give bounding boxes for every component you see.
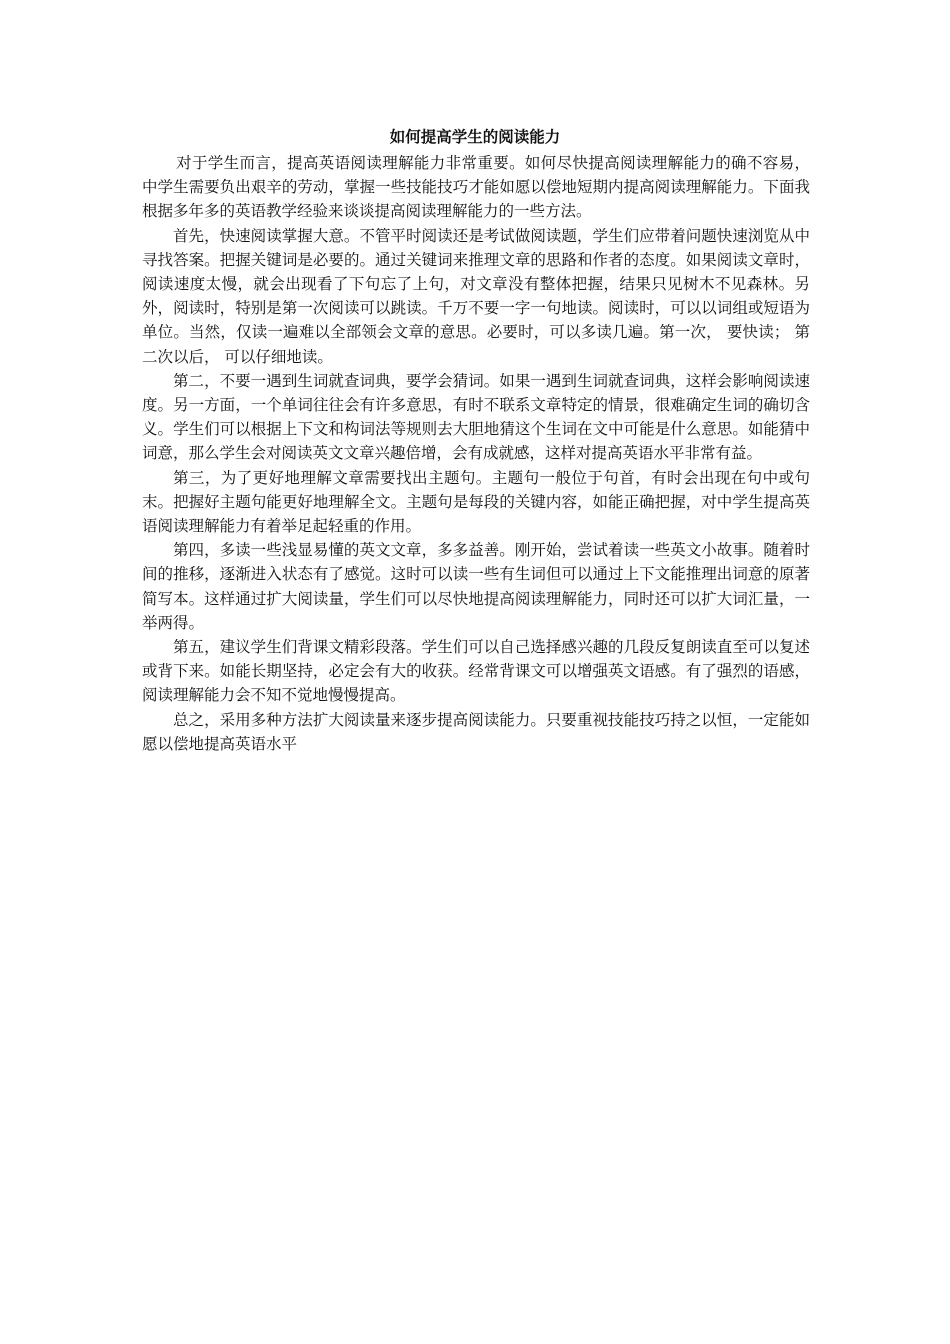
paragraph-fifth-point: 第五，建议学生们背课文精彩段落。学生们可以自己选择感兴趣的几段反复朗读直至可以复述或背下来。如能长期坚持，必定会有大的收获。经常背课文可以增强英文语感。有了强烈的语感，阅读理解能力会不知不觉地慢慢提高。: [142, 638, 810, 705]
paragraph-third-point: 第三，为了更好地理解文章需要找出主题句。主题句一般位于句首，有时会出现在句中或句末。把握好主题句能更好地理解全文。主题句是每段的关键内容，如能正确把握，对中学生提高英语阅读理解能力有着举足起轻重的作用。: [142, 468, 810, 536]
paragraph-first-point: 首先，快速阅读掌握大意。不管平时阅读还是考试做阅读题，学生们应带着问题快速浏览从中寻找答案。把握关键词是必要的。通过关键词来推理文章的思路和作者的态度。如果阅读文章时，阅读速度太慢，就会出现看了下句忘了上句，对文章没有整体把握，结果只见树木不见森林。另外，阅读时，特别是第一次阅读可以跳读。千万不要一字一句地读。阅读时，可以以词组或短语为单位。当然，仅读一遍难以全部领会文章的意思。必要时，可以多读几遍。第一次， 要快读； 第二次以后， 可以仔细地读。: [142, 226, 810, 366]
paragraph-intro: 对于学生而言，提高英语阅读理解能力非常重要。如何尽快提高阅读理解能力的确不容易，中学生需要负出艰辛的劳动，掌握一些技能技巧才能如愿以偿地短期内提高阅读理解能力。下面我根据多年多的英语教学经验来谈谈提高阅读理解能力的一些方法。: [142, 154, 810, 221]
paragraph-second-point: 第二，不要一遇到生词就查词典，要学会猜词。如果一遇到生词就查词典，这样会影响阅读速度。另一方面，一个单词往往会有许多意思，有时不联系文章特定的情景，很难确定生词的确切含义。学生们可以根据上下文和构词法等规则去大胆地猜这个生词在文中可能是什么意思。如能猜中词意，那么学生会对阅读英文文章兴趣倍增，会有成就感，这样对提高英语水平非常有益。: [142, 371, 810, 463]
document-title: 如何提高学生的阅读能力: [389, 128, 561, 146]
paragraph-conclusion: 总之，采用多种方法扩大阅读量来逐步提高阅读能力。只要重视技能技巧持之以恒，一定能如愿以偿地提高英语水平: [142, 710, 810, 753]
paragraph-fourth-point: 第四，多读一些浅显易懂的英文文章，多多益善。刚开始，尝试着读一些英文小故事。随着时间的推移，逐渐进入状态有了感觉。这时可以读一些有生词但可以通过上下文能推理出词意的原著简写本。这样通过扩大阅读量，学生们可以尽快地提高阅读理解能力，同时还可以扩大词汇量，一举两得。: [142, 541, 810, 632]
document-body: [142, 151, 810, 756]
